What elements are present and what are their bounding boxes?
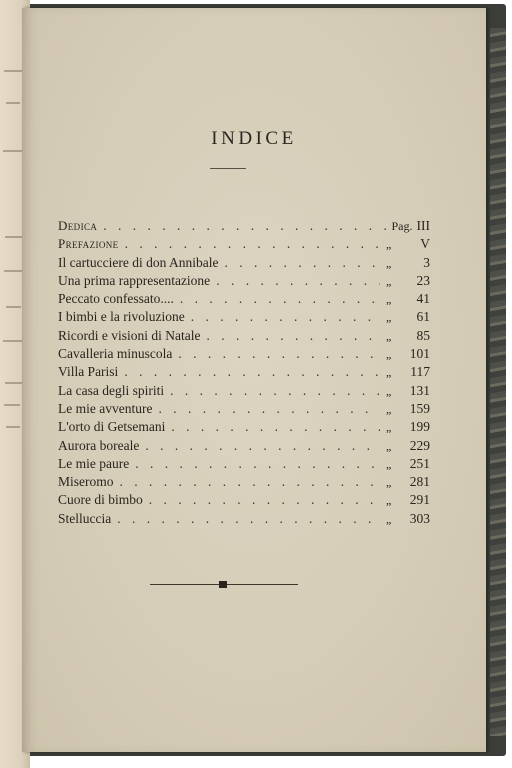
toc-entry xyxy=(58,236,430,254)
toc-entry-title: Una prima rappresentazione xyxy=(58,272,211,288)
toc-entry xyxy=(58,438,430,456)
toc-entry-page: 101 xyxy=(409,346,430,362)
leader-dots xyxy=(178,346,380,362)
bleed-through-text xyxy=(5,382,23,384)
toc-entry-marker: „ xyxy=(386,347,392,362)
toc-entry-page: 131 xyxy=(409,382,430,398)
leader-dots xyxy=(145,438,380,454)
leader-dots xyxy=(117,511,380,527)
toc-entry-marker: „ xyxy=(386,401,392,416)
toc-entry-marker: Pag. xyxy=(391,219,413,233)
toc-entry-marker: „ xyxy=(386,255,392,270)
toc-entry xyxy=(58,492,430,510)
toc-entry xyxy=(58,383,430,401)
toc-entry-page: V xyxy=(420,236,430,252)
toc-entry-page: 251 xyxy=(409,455,430,471)
toc-entry-marker: „ xyxy=(386,383,392,398)
toc-entry-page: 41 xyxy=(416,291,430,307)
toc-entry xyxy=(58,255,430,273)
toc-entry-title: Cavalleria minuscola xyxy=(58,346,173,362)
leader-dots xyxy=(103,218,385,234)
toc-entry xyxy=(58,309,430,327)
toc-entry-title: Peccato confessato.... xyxy=(58,291,174,307)
toc-entry-page: 85 xyxy=(416,327,430,343)
toc-entry-page: 303 xyxy=(409,510,430,526)
toc-entry xyxy=(58,456,430,474)
page-title: INDICE xyxy=(211,128,297,149)
toc-entry-title: Ricordi e visioni di Natale xyxy=(58,327,201,343)
toc-entry xyxy=(58,273,430,291)
closing-ornament xyxy=(219,581,227,588)
leader-dots xyxy=(224,255,380,271)
toc-entry-title: Villa Parisi xyxy=(58,364,119,380)
toc-entry xyxy=(58,511,430,529)
toc-entry-title: Prefazione xyxy=(58,236,119,252)
toc-entry-title: I bimbi e la rivoluzione xyxy=(58,309,185,325)
toc-entry-title: Dedica xyxy=(58,218,98,233)
leader-dots xyxy=(120,474,381,490)
leader-dots xyxy=(180,291,380,307)
leader-dots xyxy=(191,309,380,325)
toc-entry-title: Stelluccia xyxy=(58,510,112,526)
toc-entry-marker: „ xyxy=(386,511,392,526)
bleed-through-text xyxy=(6,306,21,308)
toc-entry-marker: „ xyxy=(386,310,392,325)
bleed-through-text xyxy=(6,102,20,104)
toc-entry-page: 229 xyxy=(409,437,430,453)
toc-entry-page: 117 xyxy=(410,364,430,380)
table-of-contents xyxy=(58,218,430,529)
bleed-through-text xyxy=(4,70,22,72)
bleed-through-text xyxy=(3,150,23,152)
toc-entry-page: 199 xyxy=(409,419,430,435)
bleed-through-text xyxy=(6,426,20,428)
toc-entry-page: 281 xyxy=(409,474,430,490)
toc-entry-page: 3 xyxy=(423,254,430,270)
bleed-through-text xyxy=(4,404,20,406)
toc-entry-marker: „ xyxy=(386,273,392,288)
toc-entry-marker: „ xyxy=(386,420,392,435)
toc-entry-title: La casa degli spiriti xyxy=(58,382,165,398)
toc-entry xyxy=(58,328,430,346)
toc-entry-page: 61 xyxy=(416,309,430,325)
toc-entry-marker: „ xyxy=(386,237,392,252)
toc-entry-title: Il cartucciere di don Annibale xyxy=(58,254,219,270)
toc-entry-title: Le mie avventure xyxy=(58,400,153,416)
marbled-page-edge xyxy=(490,28,506,736)
leader-dots xyxy=(171,419,380,435)
toc-entry-marker: „ xyxy=(386,493,392,508)
toc-entry-marker: „ xyxy=(386,365,392,380)
toc-entry-title: Aurora boreale xyxy=(58,437,140,453)
toc-entry-page: 159 xyxy=(409,400,430,416)
leader-dots xyxy=(158,401,380,417)
toc-entry xyxy=(58,364,430,382)
toc-entry xyxy=(58,218,430,236)
toc-entry-title: Le mie paure xyxy=(58,455,130,471)
leader-dots xyxy=(206,328,380,344)
toc-entry-marker: „ xyxy=(386,292,392,307)
index-page xyxy=(22,8,486,752)
toc-entry xyxy=(58,474,430,492)
toc-entry xyxy=(58,401,430,419)
leader-dots xyxy=(216,273,380,289)
leader-dots xyxy=(149,492,380,508)
toc-entry-title: Cuore di bimbo xyxy=(58,492,143,508)
toc-entry-marker: „ xyxy=(386,438,392,453)
toc-entry xyxy=(58,291,430,309)
title-rule xyxy=(210,168,246,169)
toc-entry-title: L'orto di Getsemani xyxy=(58,419,166,435)
toc-entry-marker: „ xyxy=(386,328,392,343)
leader-dots xyxy=(124,364,380,380)
bleed-through-text xyxy=(4,270,23,272)
toc-entry-marker: „ xyxy=(386,475,392,490)
toc-entry-page: 291 xyxy=(409,492,430,508)
bleed-through-text xyxy=(3,340,23,342)
toc-entry-marker: „ xyxy=(386,456,392,471)
toc-entry-title: Miseromo xyxy=(58,474,114,490)
toc-entry xyxy=(58,419,430,437)
toc-entry-page: III xyxy=(416,218,430,233)
bleed-through-text xyxy=(5,236,22,238)
toc-entry-page: 23 xyxy=(416,272,430,288)
leader-dots xyxy=(170,383,380,399)
leader-dots xyxy=(125,236,380,252)
leader-dots xyxy=(135,456,380,472)
toc-entry xyxy=(58,346,430,364)
